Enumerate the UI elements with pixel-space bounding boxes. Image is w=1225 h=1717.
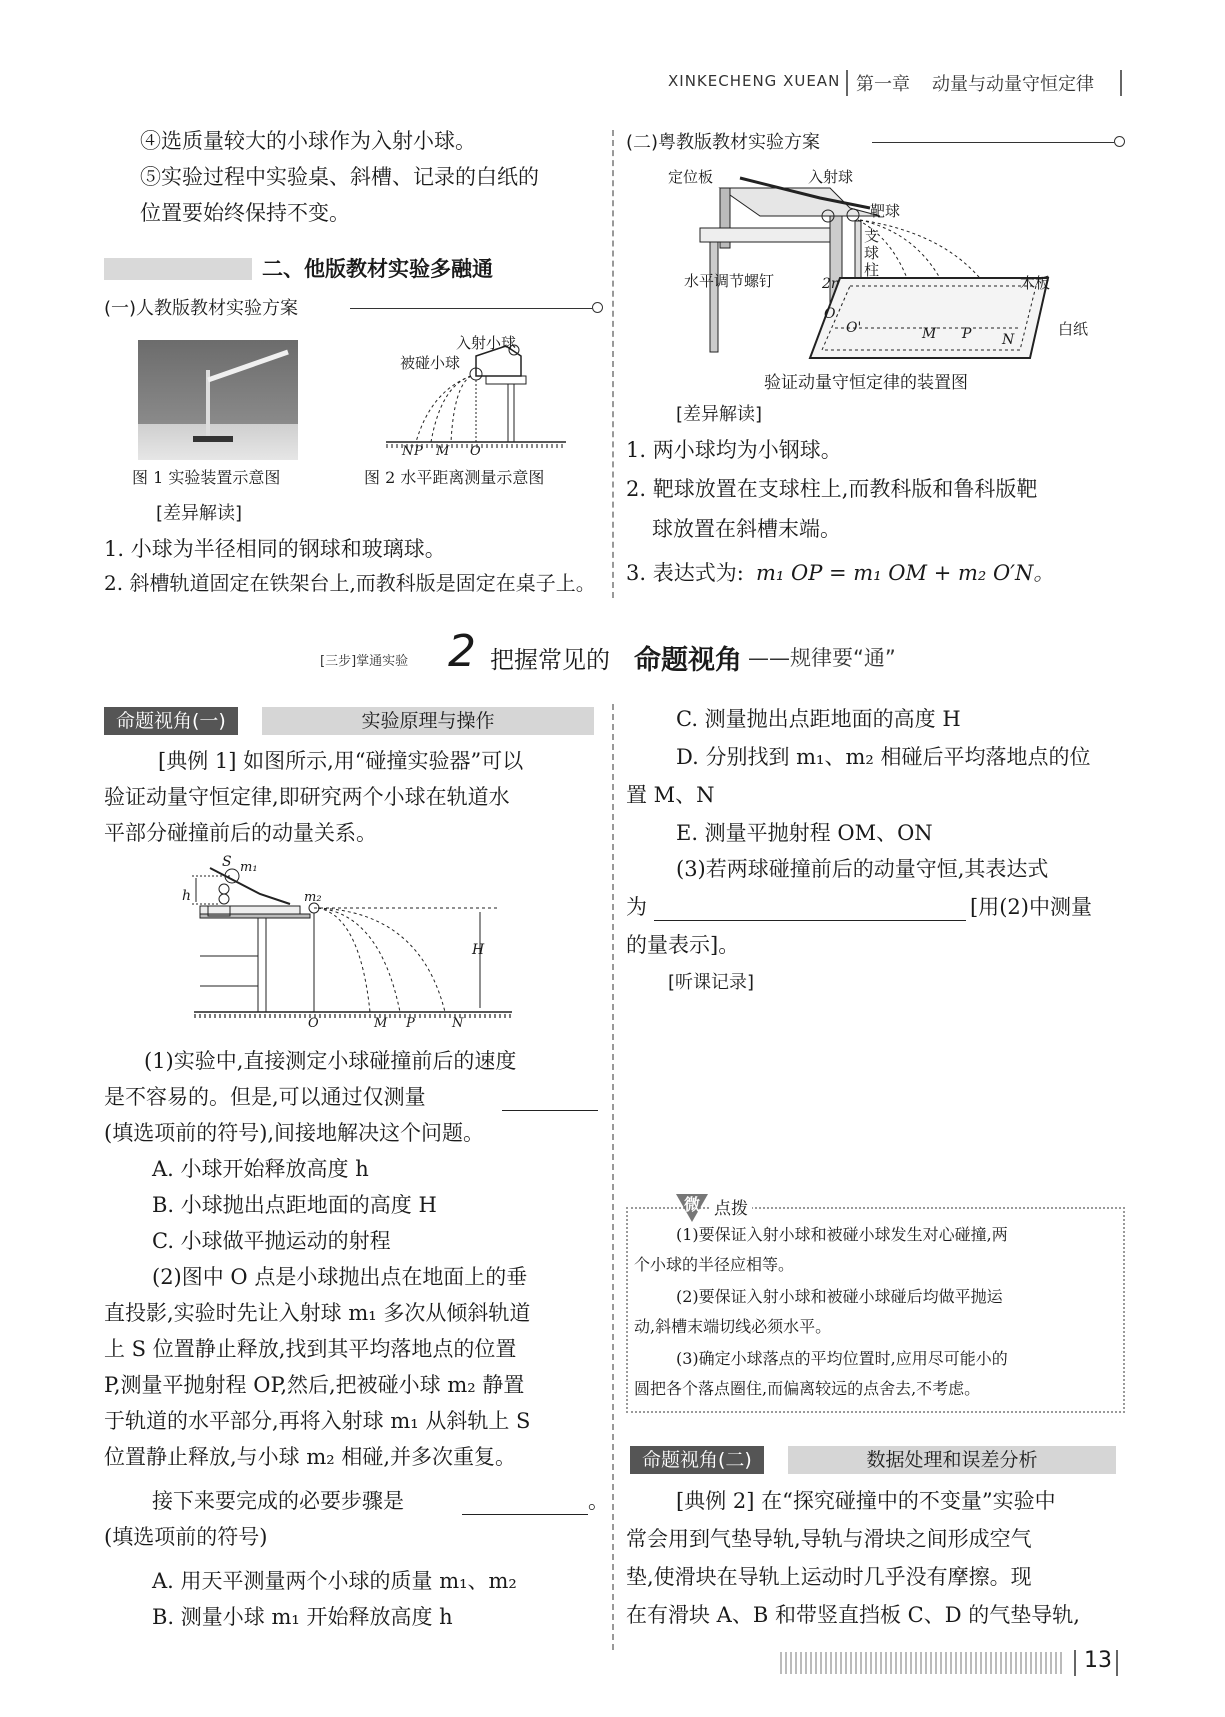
tip2-line1: (2)要保证入射小球和被碰小球碰后均做平抛运 (676, 1287, 1003, 1306)
ex1-axis-p: P (406, 1016, 415, 1031)
q1-option-a: A. 小球开始释放高度 h (152, 1157, 369, 1181)
q1-line3: (填选项前的符号),间接地解决这个问题。 (104, 1121, 485, 1145)
footer-dots (780, 1652, 1064, 1674)
q2-next: 接下来要完成的必要步骤是 (152, 1489, 404, 1513)
footer-divider (1074, 1650, 1076, 1676)
tip3-line2: 圆把各个落点圈住,而偏离较远的点舍去,不考虑。 (634, 1379, 981, 1398)
section-bar (104, 258, 252, 280)
right-diff-2-line2: 球放置在斜槽末端。 (652, 517, 841, 541)
q2-line5: 于轨道的水平部分,再将入射球 m₁ 从斜轨上 S (104, 1409, 531, 1433)
item-5-line2: 位置要始终保持不变。 (140, 201, 350, 225)
q2-line6: 位置静止释放,与小球 m₂ 相碰,并多次重复。 (104, 1445, 517, 1469)
ex1-label-s: S (222, 854, 232, 870)
fig2-label-incident: 入射小球 (456, 334, 517, 352)
q3-answer-blank[interactable] (654, 896, 966, 921)
right-diff-3-formula: m₁ OP = m₁ OM + m₂ O′N。 (756, 561, 1055, 585)
right-diff-3-prefix: 3. 表达式为: (626, 561, 744, 585)
tip3-line1: (3)确定小球落点的平均位置时,应用尽可能小的 (676, 1349, 1008, 1368)
fig2-axis-m: M (436, 444, 450, 459)
q2-line4: P,测量平抛射程 OP,然后,把被碰小球 m₂ 静置 (104, 1373, 525, 1397)
fig2-axis-o: O (470, 444, 481, 459)
fig2-axis-p: P (414, 444, 423, 459)
ex1-axis-o: O (308, 1016, 319, 1031)
label-paper: 白纸 (1058, 320, 1089, 338)
notes-label: [听课记录] (668, 972, 755, 993)
q2-line3: 上 S 位置静止释放,找到其平均落地点的位置 (104, 1337, 517, 1361)
q3-line2-pre: 为 (626, 895, 647, 919)
label-positioning-plate: 定位板 (668, 168, 714, 186)
column-divider-top (612, 130, 614, 598)
ex1-axis-m: M (374, 1016, 388, 1031)
q2-option-e: E. 测量平抛射程 OM、ON (676, 821, 933, 845)
q2-option-a: A. 用天平测量两个小球的质量 m₁、m₂ (152, 1569, 517, 1593)
q2-option-c: C. 测量抛出点距地面的高度 H (676, 707, 961, 731)
label-point-n: N (1002, 332, 1015, 348)
q1-line2: 是不容易的。但是,可以通过仅测量 (104, 1085, 426, 1109)
label-point-p: P (962, 326, 972, 342)
q1-line1: (1)实验中,直接测定小球碰撞前后的速度 (144, 1049, 517, 1073)
fig1-apparatus-icon (138, 340, 298, 460)
view1-title: 实验原理与操作 (262, 707, 594, 735)
ex1-axis-n: N (452, 1016, 464, 1031)
sub2-rule-end (1114, 136, 1125, 147)
q2-line2: 直投影,实验时先让入射球 m₁ 多次从倾斜轨道 (104, 1301, 531, 1325)
banner-title-b: 命题视角 (634, 645, 742, 676)
right-diff-2-line1: 2. 靶球放置在支球柱上,而教科版和鲁科版靶 (626, 477, 1038, 501)
tip1-line1: (1)要保证入射小球和被碰小球发生对心碰撞,两 (676, 1225, 1008, 1244)
ex2-line1: [典例 2] 在“探究碰撞中的不变量”实验中 (676, 1489, 1056, 1513)
column-divider-bottom (612, 704, 614, 1650)
banner-title-a: 把握常见的 (490, 646, 610, 674)
banner-title-c: ——规律要“通” (748, 646, 896, 670)
left-diff-2: 2. 斜槽轨道固定在铁架台上,而教科版是固定在桌子上。 (104, 571, 596, 595)
ex1-line1: [典例 1] 如图所示,用“碰撞实验器”可以 (158, 749, 524, 773)
header-end-divider (1120, 70, 1122, 96)
q1-option-c: C. 小球做平抛运动的射程 (152, 1229, 391, 1253)
footer-end-divider (1116, 1650, 1118, 1676)
ex1-label-h: h (182, 888, 192, 904)
ex2-line4: 在有滑块 A、B 和带竖直挡板 C、D 的气垫导轨, (626, 1603, 1080, 1627)
fig2-label-target: 被碰小球 (400, 354, 461, 372)
sub2-rule (872, 142, 1114, 143)
item-5-line1: ⑤实验过程中实验桌、斜槽、记录的白纸的 (140, 165, 539, 189)
guangdong-fig-caption: 验证动量守恒定律的装置图 (764, 373, 968, 393)
item-4: ④选质量较大的小球作为入射小球。 (140, 129, 476, 153)
q3-line2-post: [用(2)中测量 (970, 895, 1092, 919)
q3-line1: (3)若两球碰撞前后的动量守恒,其表达式 (676, 857, 1049, 881)
q2-option-d-1: D. 分别找到 m₁、m₂ 相碰后平均落地点的位 (676, 745, 1091, 769)
label-point-o-prime: O' (846, 320, 862, 336)
q2-fill: (填选项前的符号) (104, 1525, 268, 1549)
ex1-label-big-h: H (472, 942, 485, 958)
fig2-caption: 图 2 水平距离测量示意图 (364, 468, 545, 487)
header-chapter: 第一章 (856, 74, 910, 95)
fig2-axis-n: N (402, 444, 414, 459)
right-diff-label: [差异解读] (676, 404, 763, 425)
q2-answer-blank[interactable] (462, 1490, 588, 1515)
label-support-column: 支 球 柱 (864, 227, 880, 279)
page-number: 13 (1084, 1648, 1112, 1673)
ex2-line3: 垫,使滑块在导轨上运动时几乎没有摩擦。现 (626, 1565, 1032, 1589)
fig1-caption: 图 1 实验装置示意图 (132, 468, 281, 487)
header-brand: XINKECHENG XUEAN (668, 72, 841, 90)
header-divider (846, 70, 848, 96)
header-chapter-title: 动量与动量守恒定律 (932, 74, 1094, 95)
sub1-title: (一)人教版教材实验方案 (104, 298, 299, 319)
view2-tag: 命题视角(二) (630, 1446, 764, 1474)
sub2-title: (二)粤教版教材实验方案 (626, 132, 821, 153)
left-diff-1: 1. 小球为半径相同的钢球和玻璃球。 (104, 537, 446, 561)
view2-title: 数据处理和误差分析 (788, 1446, 1116, 1474)
q1-answer-blank[interactable] (502, 1086, 598, 1111)
view1-tag: 命题视角(一) (104, 707, 238, 735)
ex1-label-m1: m₁ (240, 860, 258, 875)
ex1-label-m2: m₂ (304, 890, 322, 905)
label-2r: 2r (822, 276, 838, 292)
label-target-ball: 靶球 (870, 202, 901, 220)
notes-area[interactable] (626, 1004, 1116, 1194)
q1-option-b: B. 小球抛出点距地面的高度 H (152, 1193, 437, 1217)
q2-option-b: B. 测量小球 m₁ 开始释放高度 h (152, 1605, 453, 1629)
q2-line1: (2)图中 O 点是小球抛出点在地面上的垂 (152, 1265, 528, 1289)
ex1-line2: 验证动量守恒定律,即研究两个小球在轨道水 (104, 785, 510, 809)
banner-tag: [三步]掌通实验 (320, 654, 409, 669)
q3-line3: 的量表示]。 (626, 933, 740, 957)
sub1-rule (350, 308, 592, 309)
label-point-m: M (922, 326, 937, 342)
ex1-collision-diagram (190, 856, 520, 1026)
ex2-line2: 常会用到气垫导轨,导轨与滑块之间形成空气 (626, 1527, 1032, 1551)
banner-number: 2 (448, 626, 476, 677)
left-diff-label: [差异解读] (156, 503, 243, 524)
label-board: 木板 (1020, 274, 1051, 292)
sub1-rule-end (592, 302, 603, 313)
label-point-o: O (824, 306, 836, 322)
q2-option-d-2: 置 M、N (626, 783, 715, 807)
label-level-screw: 水平调节螺钉 (684, 272, 775, 290)
tips-badge: 微 (684, 1195, 701, 1214)
ex1-line3: 平部分碰撞前后的动量关系。 (104, 821, 377, 845)
tip1-line2: 个小球的半径应相等。 (634, 1255, 795, 1274)
tip2-line2: 动,斜槽末端切线必须水平。 (634, 1317, 832, 1336)
q2-next-end: 。 (588, 1489, 609, 1513)
right-diff-1: 1. 两小球均为小钢球。 (626, 438, 842, 462)
label-incident-ball: 入射球 (808, 168, 854, 186)
fig1-photo (138, 340, 298, 460)
tips-title: 点拨 (710, 1194, 752, 1219)
section-title: 二、他版教材实验多融通 (262, 257, 493, 281)
